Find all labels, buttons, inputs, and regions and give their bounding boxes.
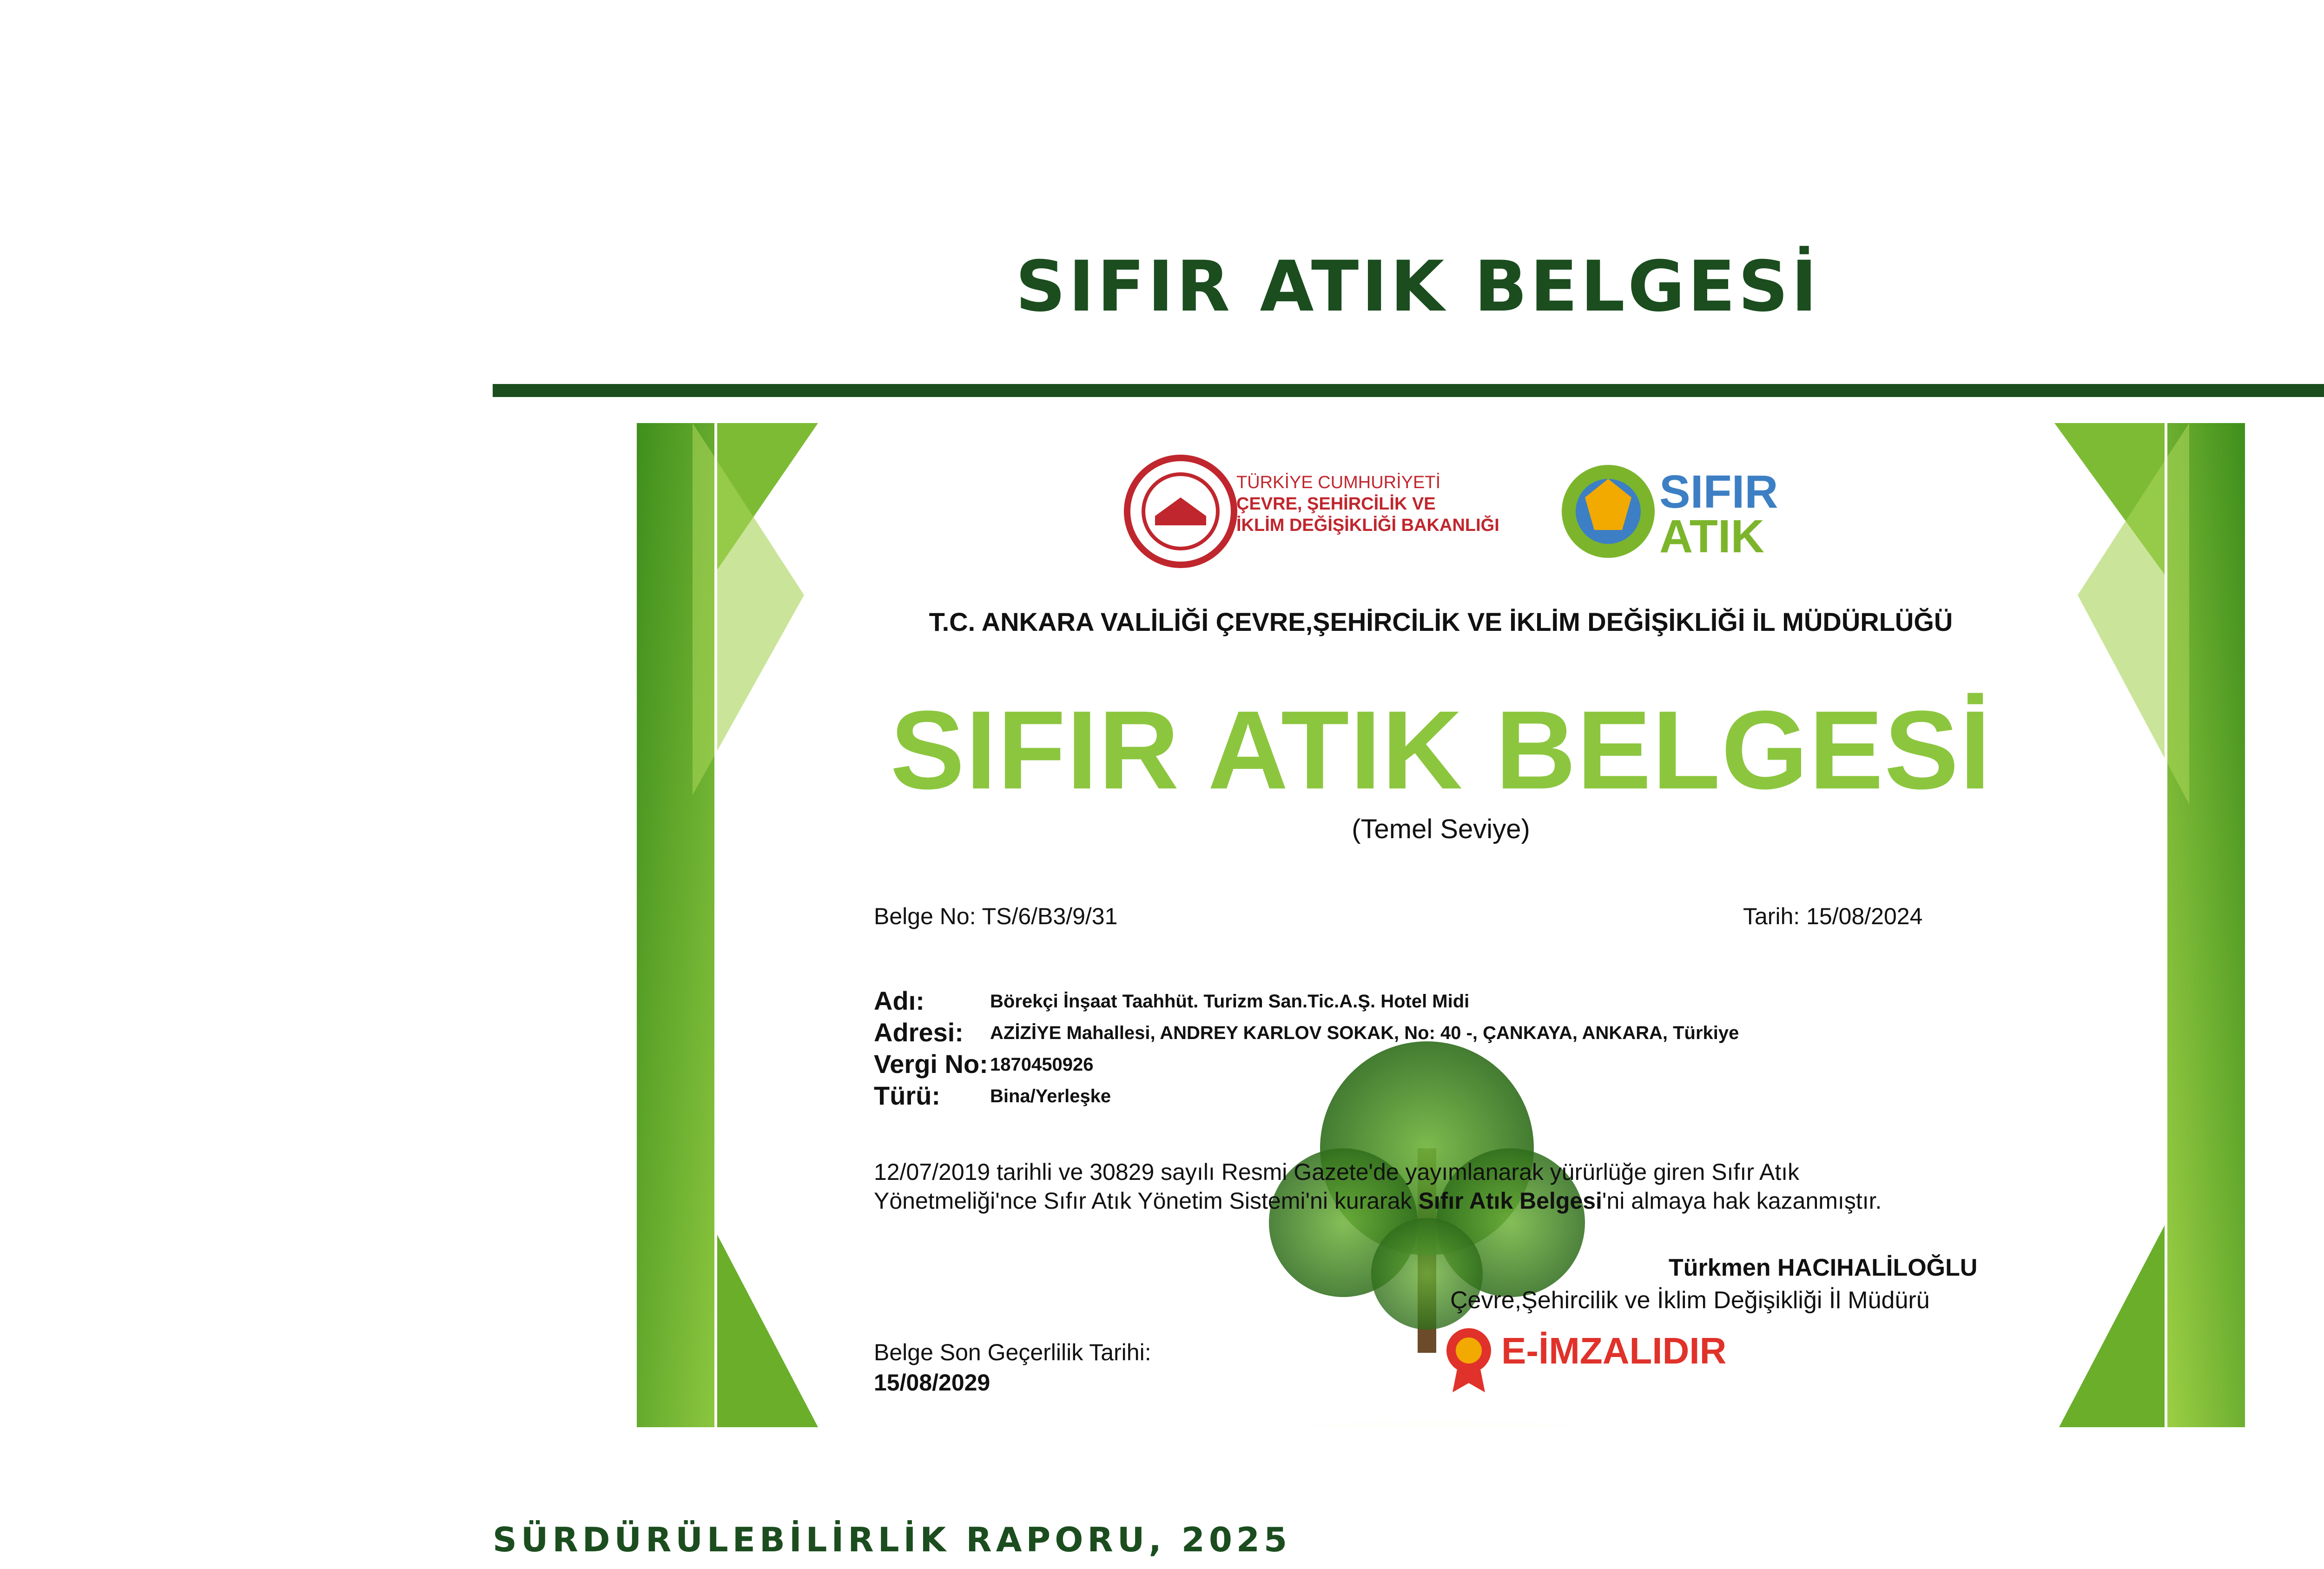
field-value-type: Bina/Yerleşke xyxy=(990,1086,1111,1106)
sifir-logo-line-1: SIFIR xyxy=(1659,466,1778,518)
certificate-title: SIFIR ATIK BELGESİ xyxy=(890,688,1992,812)
sifir-logo-line-2: ATIK xyxy=(1659,510,1764,563)
statement-line-2-end: 'ni almaya hak kazanmıştır. xyxy=(1602,1188,1882,1214)
statement-line-1: 12/07/2019 tarihli ve 30829 sayılı Resmi Gazete'de yayımlanarak yürürlüğe giren Sıfır Atık xyxy=(874,1159,1800,1185)
validity-date: 15/08/2029 xyxy=(874,1370,990,1396)
e-signature-badge: E-İMZALIDIR xyxy=(1501,1330,1727,1371)
statement-line-2-start: Yönetmeliği'nce Sıfır Atık Yönetim Sistemi'ni kurarak xyxy=(874,1188,1419,1214)
ministry-line-2: ÇEVRE, ŞEHİRCİLİK VE xyxy=(1236,494,1436,514)
sifir-atik-logo xyxy=(1659,466,1778,563)
validity-label: Belge Son Geçerlilik Tarihi: xyxy=(874,1339,1151,1365)
certificate-level: (Temel Seviye) xyxy=(1352,814,1530,844)
ministry-line-3: İKLİM DEĞİŞİKLİĞİ BAKANLIĞI xyxy=(1236,516,1499,535)
title-divider xyxy=(493,384,2324,397)
field-value-address: AZİZİYE Mahallesi, ANDREY KARLOV SOKAK, No: 40 -, ÇANKAYA, ANKARA, Türkiye xyxy=(990,1023,1739,1043)
field-label-name: Adı: xyxy=(874,986,924,1015)
field-value-tax-no: 1870450926 xyxy=(990,1054,1094,1075)
field-value-name: Börekçi İnşaat Taahhüt. Turizm San.Tic.A.Ş. Hotel Midi xyxy=(990,991,1470,1012)
statement-line-2-bold: Sıfır Atık Belgesi xyxy=(1418,1188,1602,1214)
statement-line-2 xyxy=(874,1186,1882,1215)
document-number: Belge No: TS/6/B3/9/31 xyxy=(874,903,1118,929)
document-date: Tarih: 15/08/2024 xyxy=(1743,903,1923,929)
signer-name: Türkmen HACIHALİLOĞLU xyxy=(1669,1254,1978,1281)
ministry-line-1: TÜRKİYE CUMHURİYETİ xyxy=(1236,473,1441,492)
page-title: SIFIR ATIK BELGESİ xyxy=(1015,246,1820,327)
certificate-image xyxy=(637,423,2245,1427)
certificate-statement xyxy=(874,1158,1882,1215)
ministry-name xyxy=(1236,472,1499,536)
field-label-tax-no: Vergi No: xyxy=(874,1049,988,1079)
field-label-type: Türü: xyxy=(874,1081,941,1110)
issuer-heading: T.C. ANKARA VALİLİĞİ ÇEVRE,ŞEHİRCİLİK VE İKLİM DEĞİŞİKLİĞİ İL MÜDÜRLÜĞÜ xyxy=(929,607,1953,636)
field-label-address: Adresi: xyxy=(874,1018,964,1047)
page-footer: SÜRDÜRÜLEBİLİRLİK RAPORU, 2025 xyxy=(493,1520,1292,1559)
signer-title: Çevre,Şehircilik ve İklim Değişikliği İl Müdürü xyxy=(1450,1287,1930,1314)
